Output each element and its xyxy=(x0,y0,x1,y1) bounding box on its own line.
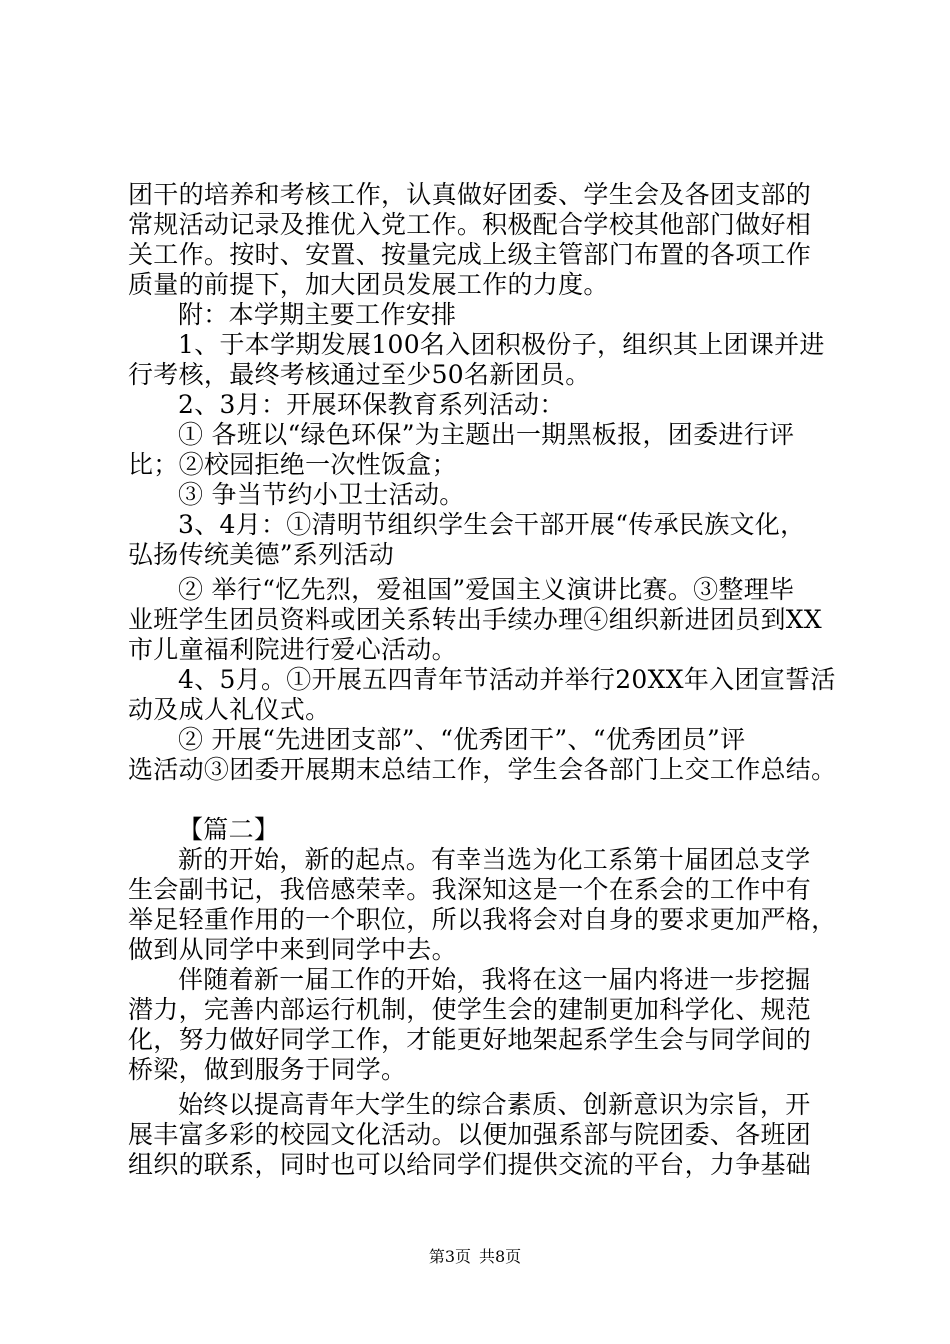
body-line: 潜力，完善内部运行机制，使学生会的建制更加科学化、规范 xyxy=(128,995,812,1024)
body-line: 新的开始，新的起点。有幸当选为化工系第十届团总支学 xyxy=(178,845,811,874)
body-line: 桥梁，做到服务于同学。 xyxy=(128,1055,407,1084)
body-line: 业班学生团员资料或团关系转出手续办理④组织新进团员到XX xyxy=(128,605,822,634)
body-line: ② 开展“先进团支部”、“优秀团干”、“优秀团员”评 xyxy=(178,725,746,754)
body-line: 伴随着新一届工作的开始，我将在这一届内将进一步挖掘 xyxy=(178,965,811,994)
body-line: 附：本学期主要工作安排 xyxy=(178,300,457,329)
body-line: 展丰富多彩的校园文化活动。以便加强系部与院团委、各班团 xyxy=(128,1120,812,1149)
body-line: 化，努力做好同学工作，才能更好地架起系学生会与同学间的 xyxy=(128,1025,812,1054)
page-footer xyxy=(0,1247,950,1267)
body-line: 比；②校园拒绝一次性饭盒； xyxy=(128,450,457,479)
body-line: 做到从同学中来到同学中去。 xyxy=(128,935,457,964)
body-line: 关工作。按时、安置、按量完成上级主管部门布置的各项工作 xyxy=(128,240,812,269)
page-number: 第3页 xyxy=(428,1247,471,1266)
body-line: 1、于本学期发展100名入团积极份子，组织其上团课并进 xyxy=(178,330,825,359)
body-line: ② 举行“忆先烈，爱祖国”爱国主义演讲比赛。③整理毕 xyxy=(178,575,795,604)
body-line: 市儿童福利院进行爱心活动。 xyxy=(128,635,457,664)
page-total: 共8页 xyxy=(479,1247,522,1266)
body-line: 组织的联系，同时也可以给同学们提供交流的平台，力争基础 xyxy=(128,1150,812,1179)
body-line: 选活动③团委开展期末总结工作，学生会各部门上交工作总结。 xyxy=(128,755,837,784)
body-line: 行考核，最终考核通过至少50名新团员。 xyxy=(128,360,591,389)
body-line: 3、4月：①清明节组织学生会干部开展“传承民族文化， xyxy=(178,510,806,539)
body-line: ③ 争当节约小卫士活动。 xyxy=(178,480,465,509)
body-line: 动及成人礼仪式。 xyxy=(128,695,331,724)
body-line: 举足轻重作用的一个职位，所以我将会对自身的要求更加严格， xyxy=(128,905,837,934)
body-line: 团干的培养和考核工作，认真做好团委、学生会及各团支部的 xyxy=(128,180,812,209)
body-line: ① 各班以“绿色环保”为主题出一期黑板报，团委进行评 xyxy=(178,420,795,449)
body-line: 常规活动记录及推优入党工作。积极配合学校其他部门做好相 xyxy=(128,210,812,239)
body-line: 4、5月。①开展五四青年节活动并举行20XX年入团宣誓活 xyxy=(178,665,836,694)
body-line: 质量的前提下，加大团员发展工作的力度。 xyxy=(128,270,609,299)
section-heading: 【篇二】 xyxy=(178,815,280,844)
body-line: 始终以提高青年大学生的综合素质、创新意识为宗旨，开 xyxy=(178,1090,811,1119)
body-line: 生会副书记，我倍感荣幸。我深知这是一个在系会的工作中有 xyxy=(128,875,812,904)
body-line: 弘扬传统美德”系列活动 xyxy=(128,540,395,569)
body-line: 2、3月：开展环保教育系列活动： xyxy=(178,390,565,419)
